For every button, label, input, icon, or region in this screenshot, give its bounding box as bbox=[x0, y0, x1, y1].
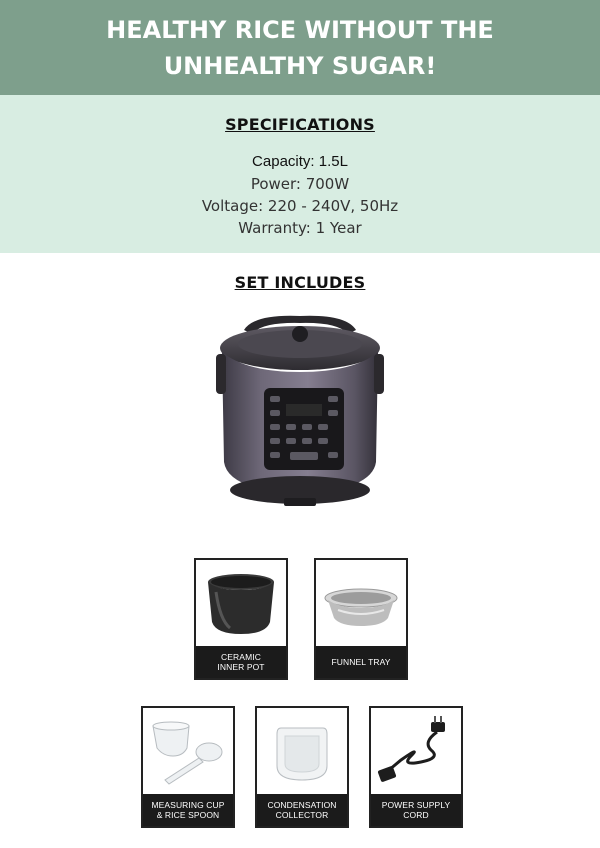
item-funnel-tray bbox=[314, 558, 408, 680]
measuring-cup-caption-line-2: & RICE SPOON bbox=[156, 810, 220, 820]
item-condensation-collector bbox=[255, 706, 349, 828]
headline-line-2: UNHEALTHY SUGAR! bbox=[163, 51, 437, 80]
rice-cooker-image bbox=[214, 312, 386, 512]
inner-pot-caption-line-1: CERAMIC bbox=[221, 652, 261, 662]
funnel-tray-image bbox=[316, 560, 406, 646]
measuring-cup-caption bbox=[143, 794, 233, 826]
headline-banner bbox=[0, 0, 600, 95]
specifications-list bbox=[0, 151, 600, 239]
measuring-cup-spoon-image bbox=[143, 708, 233, 794]
funnel-tray-caption-line-1: FUNNEL TRAY bbox=[331, 657, 391, 667]
item-ceramic-inner-pot bbox=[194, 558, 288, 680]
spec-voltage: Voltage: 220 - 240V, 50Hz bbox=[201, 197, 399, 215]
power-cord-caption-line-1: POWER SUPPLY bbox=[381, 800, 451, 810]
power-cord-caption bbox=[371, 794, 461, 826]
headline-line-1: HEALTHY RICE WITHOUT THE bbox=[106, 15, 494, 44]
inner-pot-caption-line-2: INNER POT bbox=[217, 662, 265, 672]
specifications-section bbox=[0, 95, 600, 253]
measuring-cup-caption-line-1: MEASURING CUP bbox=[151, 800, 225, 810]
spec-warranty: Warranty: 1 Year bbox=[238, 219, 362, 237]
specifications-title: SPECIFICATIONS bbox=[225, 115, 375, 134]
inner-pot-image bbox=[196, 560, 286, 646]
spec-capacity: Capacity: 1.5L bbox=[252, 153, 348, 170]
funnel-tray-caption bbox=[316, 646, 406, 678]
set-includes-title: SET INCLUDES bbox=[234, 273, 366, 292]
power-cord-caption-line-2: CORD bbox=[403, 810, 429, 820]
inner-pot-caption bbox=[196, 646, 286, 678]
condensation-collector-image bbox=[257, 708, 347, 794]
item-power-supply-cord bbox=[369, 706, 463, 828]
condensation-collector-caption bbox=[257, 794, 347, 826]
condensation-collector-caption-line-2: COLLECTOR bbox=[275, 810, 329, 820]
condensation-collector-caption-line-1: CONDENSATION bbox=[267, 800, 337, 810]
power-cord-image bbox=[371, 708, 461, 794]
spec-power: Power: 700W bbox=[250, 175, 350, 193]
item-measuring-cup-rice-spoon bbox=[141, 706, 235, 828]
